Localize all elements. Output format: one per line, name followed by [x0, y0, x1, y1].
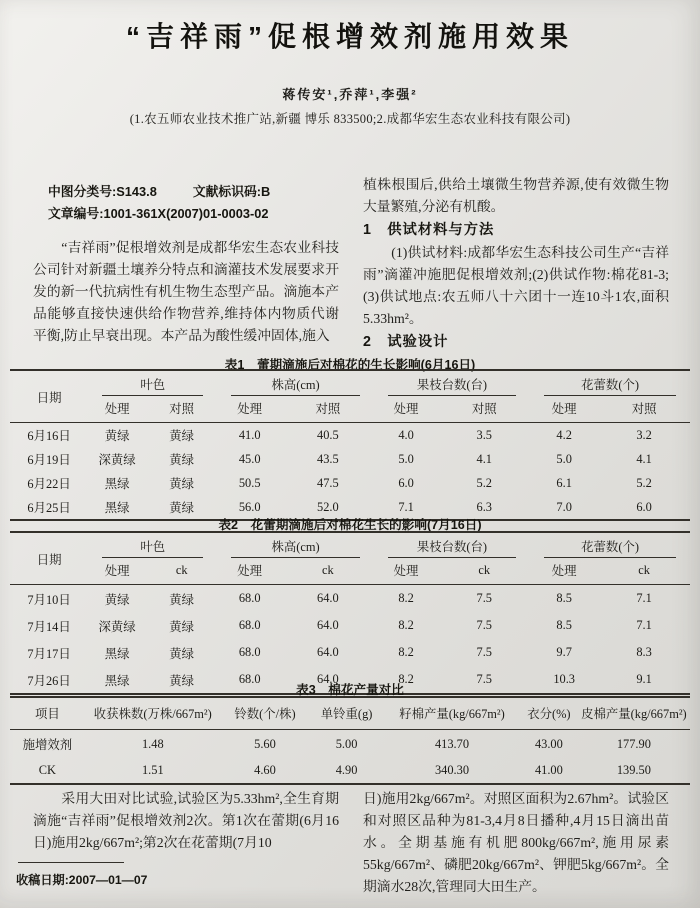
column-subheader: 处理	[217, 558, 282, 585]
table-cell: 4.90	[335, 763, 358, 777]
table-cell: 黄绿	[169, 501, 195, 515]
table-cell: 340.30	[434, 763, 470, 777]
column-subheader: 处理	[374, 558, 439, 585]
table-cell: 6.3	[476, 499, 492, 514]
column-header: 铃数(个/株)	[221, 697, 309, 730]
article-meta	[33, 181, 339, 225]
table-cell: 4.2	[556, 427, 572, 442]
column-header-date: 日期	[10, 370, 88, 423]
column-group-header: 叶色	[88, 532, 217, 558]
table-cell: 7.1	[636, 591, 652, 605]
table-cell: 黄绿	[169, 453, 195, 467]
table-3-caption: 表3 棉花产量对比	[296, 683, 404, 697]
received-date: 收稿日期:2007—01—07	[16, 873, 148, 887]
table-cell: 64.0	[317, 591, 339, 605]
footnote-rule	[18, 862, 124, 863]
design-paragraph-right: 日)施用2kg/667m²。对照区面积为2.67hm²。试验区和对照区品种为81-3,4月8日播种,4月15日滴出苗水。全期基施有机肥800kg/667m²,施用尿素55kg/667m²、磷肥20kg/667m²、钾肥5kg/667m²。全期滴水28次,管理同大田生产。	[363, 791, 669, 894]
table-cell: 3.2	[636, 427, 652, 442]
table-cell: 6月16日	[27, 429, 71, 443]
table-cell: 8.5	[556, 591, 572, 605]
table-cell: 6月25日	[27, 501, 71, 515]
table-2-flowerbud-stage-growth	[10, 531, 690, 695]
column-group-header: 叶色	[88, 370, 217, 396]
column-subheader: ck	[438, 558, 530, 585]
table-cell: 4.0	[398, 427, 414, 442]
table-cell: 黄绿	[104, 429, 130, 443]
table-cell: 黄绿	[169, 477, 195, 491]
table-cell: 6月22日	[27, 477, 71, 491]
bottom-right-column	[363, 788, 669, 898]
intro-paragraph-right: 植株根围后,供给土壤微生物营养源,使有效微生物大量繁殖,分泌有机酸。	[363, 177, 669, 214]
column-header: 皮棉产量(kg/667m²)	[578, 697, 690, 730]
table-cell: 43.00	[534, 736, 563, 751]
column-group-header: 株高(cm)	[217, 370, 373, 396]
column-group-header: 果枝台数(台)	[374, 370, 530, 396]
table-cell: 9.7	[556, 645, 572, 659]
table-cell: 68.0	[238, 645, 261, 659]
table-cell: 8.2	[398, 672, 414, 686]
table-cell: 64.0	[317, 645, 339, 659]
table-cell: 7.5	[476, 618, 492, 632]
authors-line: 蒋传安¹,乔萍¹,李强²	[282, 87, 418, 102]
table-cell: 7.1	[636, 618, 652, 632]
table-cell: 139.50	[616, 763, 651, 777]
table-cell: 177.90	[616, 736, 651, 751]
table-1-bud-stage-growth	[10, 369, 690, 521]
table-row	[10, 758, 690, 784]
section-2-heading: 2 试验设计	[363, 334, 449, 350]
table-cell: 6.1	[556, 475, 572, 490]
table-cell: 50.5	[238, 475, 261, 490]
table-cell: 6.0	[636, 499, 652, 514]
table-cell: 64.0	[317, 618, 339, 632]
table-cell: CK	[38, 763, 56, 777]
table-cell: 5.2	[476, 475, 492, 490]
column-group-header: 花蕾数(个)	[530, 370, 690, 396]
table-cell: 黄绿	[169, 646, 195, 661]
column-subheader: 对照	[282, 396, 374, 423]
column-subheader: 处理	[88, 558, 146, 585]
table-cell: 7.1	[398, 499, 414, 514]
table-row	[10, 639, 690, 666]
table-cell: 56.0	[238, 499, 261, 514]
table-cell: 8.2	[398, 618, 414, 632]
column-subheader: 对照	[598, 396, 690, 423]
table-row	[10, 423, 690, 448]
column-header-date: 日期	[10, 532, 88, 585]
table-cell: 47.5	[317, 475, 339, 490]
column-subheader: 处理	[374, 396, 439, 423]
table-cell: 7月10日	[27, 592, 71, 607]
table-cell: 7月17日	[27, 646, 71, 661]
table-cell: 5.2	[636, 475, 652, 490]
column-subheader: 处理	[530, 558, 598, 585]
table-cell: 8.2	[398, 645, 414, 659]
table-cell: 7.5	[476, 672, 492, 686]
table-cell: 黄绿	[169, 619, 195, 634]
column-header: 衣分(%)	[520, 697, 578, 730]
document-code: 文献标识码:B	[192, 184, 271, 199]
table-cell: 5.00	[335, 736, 358, 751]
column-subheader: ck	[598, 558, 690, 585]
table-1-caption: 表1 蕾期滴施后对棉花的生长影响(6月16日)	[224, 358, 476, 372]
table-cell: 10.3	[553, 672, 575, 686]
paper-title: “吉祥雨”促根增效剂施用效果	[125, 21, 574, 52]
column-group-header: 果枝台数(台)	[374, 532, 530, 558]
table-cell: 黄绿	[169, 673, 195, 688]
column-group-header: 株高(cm)	[217, 532, 373, 558]
meta-row-2	[48, 203, 339, 225]
column-subheader: 处理	[217, 396, 282, 423]
table-row	[10, 471, 690, 495]
column-subheader: 对照	[146, 396, 217, 423]
table-cell: 7月14日	[27, 619, 71, 634]
table-cell: 8.3	[636, 645, 652, 659]
table-2-caption: 表2 花蕾期滴施后对棉花生长的影响(7月16日)	[218, 518, 482, 532]
table-cell: 52.0	[317, 499, 339, 514]
table-cell: 5.60	[254, 736, 276, 751]
table-cell: 黄绿	[169, 592, 195, 607]
table-cell: 3.5	[476, 427, 492, 442]
left-column	[33, 174, 339, 354]
table-cell: 黄绿	[169, 429, 195, 443]
meta-row-1	[48, 181, 339, 203]
design-paragraph-left: 采用大田对比试验,试验区为5.33hm²,全生育期滴施“吉祥雨”促根增效剂2次。第1次在蕾期(6月16日)施用2kg/667m²;第2次在花蕾期(7月10	[33, 791, 339, 850]
table-row	[10, 447, 690, 471]
section-1-heading: 1 供试材料与方法	[363, 222, 495, 238]
table-cell: 43.5	[317, 451, 339, 466]
table-cell: 68.0	[238, 591, 261, 605]
affiliation-line: (1.农五师农业技术推广站,新疆 博乐 833500;2.成都华宏生态农业科技有限公司)	[129, 112, 571, 126]
table-cell: 64.0	[317, 672, 339, 686]
table-cell: 黄绿	[104, 592, 130, 607]
table-cell: 4.1	[476, 451, 492, 466]
column-subheader: ck	[146, 558, 217, 585]
clc-number: 中图分类号:S143.8	[48, 184, 157, 199]
table-cell: 1.51	[141, 763, 164, 777]
table-cell: 68.0	[238, 672, 261, 686]
table-cell: 施增效剂	[22, 738, 73, 752]
table-cell: 41.00	[534, 763, 563, 777]
table-cell: 413.70	[434, 736, 470, 751]
table-cell: 9.1	[636, 672, 652, 686]
section-1-paragraph: (1)供试材料:成都华宏生态科技公司生产“吉祥雨”滴灌冲施肥促根增效剂;(2)供试作物:棉花81-3;(3)供试地点:农五师八十六团十一连10斗1农,面积5.33hm²。	[363, 245, 669, 326]
table-cell: 5.0	[398, 451, 414, 466]
top-two-column-section	[33, 174, 669, 354]
table-cell: 45.0	[238, 451, 261, 466]
table-cell: 黑绿	[104, 646, 130, 661]
column-subheader: 处理	[530, 396, 598, 423]
intro-paragraph-left: “吉祥雨”促根增效剂是成都华宏生态农业科技公司针对新疆土壤养分特点和滴灌技术发展要求开发的新一代抗病性有机生物生态型产品。滴施本产品能够直接快速供给作物营养,维持体内物质代谢平衡,防止早衰出现。本产品为酸性缓冲固体,施入	[33, 240, 339, 343]
article-id: 文章编号:1001-361X(2007)01-0003-02	[48, 206, 269, 221]
table-3-yield-comparison	[10, 696, 690, 785]
column-header: 籽棉产量(kg/667m²)	[384, 697, 520, 730]
table-cell: 7.5	[476, 591, 492, 605]
table-cell: 41.0	[238, 427, 261, 442]
table-cell: 8.2	[398, 591, 414, 605]
table-cell: 6.0	[398, 475, 414, 490]
column-subheader: ck	[282, 558, 374, 585]
right-column	[363, 174, 669, 354]
table-row	[10, 730, 690, 759]
table-cell: 7.0	[556, 499, 572, 514]
table-cell: 黑绿	[104, 477, 130, 491]
table-cell: 黑绿	[104, 673, 130, 688]
table-cell: 4.60	[254, 763, 276, 777]
column-subheader: 处理	[88, 396, 146, 423]
table-cell: 5.0	[556, 451, 572, 466]
table-cell: 40.5	[317, 427, 339, 442]
table-cell: 深黄绿	[98, 619, 136, 634]
column-group-header: 花蕾数(个)	[530, 532, 690, 558]
table-cell: 7.5	[476, 645, 492, 659]
column-header: 单铃重(g)	[309, 697, 384, 730]
table-cell: 8.5	[556, 618, 572, 632]
column-header: 收获株数(万株/667m²)	[85, 697, 221, 730]
table-row	[10, 612, 690, 639]
column-subheader: 对照	[438, 396, 530, 423]
table-cell: 6月19日	[27, 453, 71, 467]
table-cell: 黑绿	[104, 501, 130, 515]
table-cell: 深黄绿	[98, 453, 136, 467]
table-row	[10, 585, 690, 613]
table-cell: 68.0	[238, 618, 261, 632]
table-cell: 4.1	[636, 451, 652, 466]
table-cell: 7月26日	[27, 673, 71, 688]
table-cell: 1.48	[141, 736, 164, 751]
column-header: 项目	[10, 697, 85, 730]
